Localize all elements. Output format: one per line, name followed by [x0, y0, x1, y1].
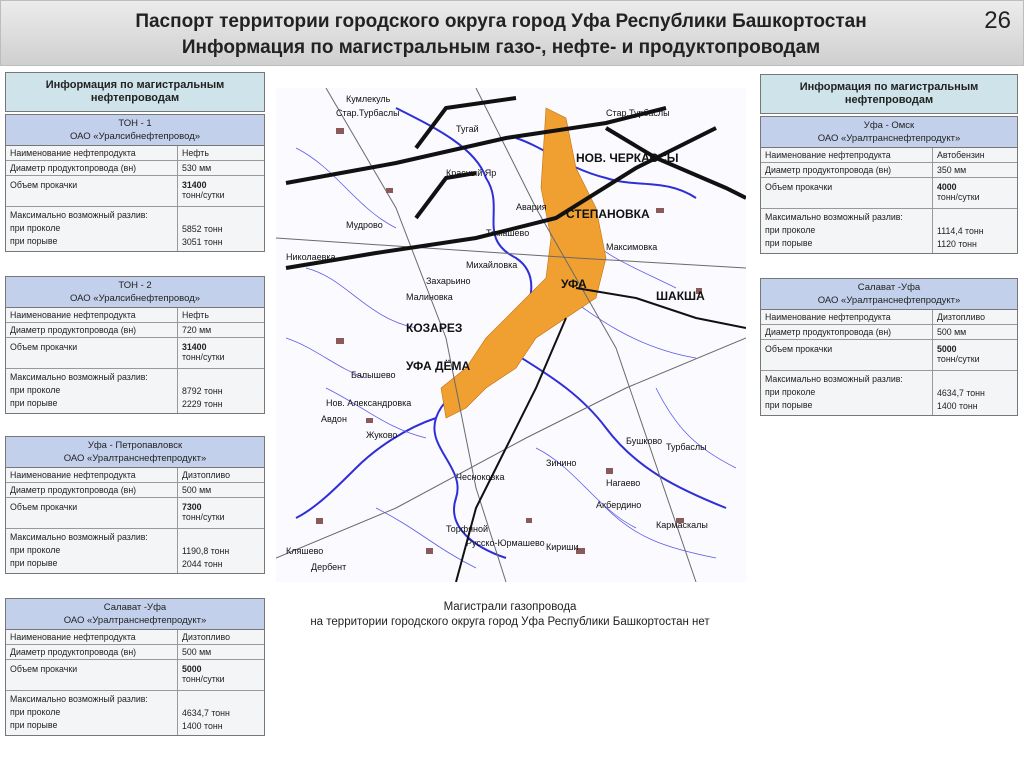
pipeline-operator: ОАО «Уралтранснефтепродукт» — [817, 295, 961, 306]
spill-values — [178, 529, 264, 573]
volume-unit: тонн/сутки — [937, 192, 980, 202]
spill-values — [933, 209, 1017, 253]
map-place-label: Нагаево — [606, 478, 641, 488]
volume-row — [6, 660, 264, 691]
volume-label: Объем прокачки — [761, 340, 933, 370]
product-row — [761, 148, 1017, 163]
spill-rupture: 2229 тонн — [182, 399, 223, 409]
volume-label: Объем прокачки — [6, 498, 178, 528]
diameter-label: Диаметр продуктопровода (вн) — [6, 483, 178, 497]
pipeline-name-block — [761, 117, 1017, 148]
pipeline-operator: ОАО «Уралтранснефтепродукт» — [63, 453, 207, 464]
spill-puncture: 4634,7 тонн — [182, 708, 230, 718]
spill-row — [6, 691, 264, 735]
map-place-label: НОВ. ЧЕРКАССЫ — [576, 151, 679, 165]
pipeline-card — [760, 116, 1018, 254]
spill-row — [761, 371, 1017, 415]
volume-number: 31400 — [182, 180, 207, 190]
spill-puncture: 1114,4 тонн — [937, 226, 984, 236]
product-row — [6, 308, 264, 323]
diameter-row — [761, 163, 1017, 178]
diameter-row — [6, 483, 264, 498]
volume-unit: тонн/сутки — [182, 190, 225, 200]
volume-row — [761, 178, 1017, 209]
volume-row — [6, 498, 264, 529]
product-row — [6, 630, 264, 645]
spill-label: Максимально возможный разлив: при проколе при порыве — [6, 691, 178, 735]
diameter-value: 500 мм — [182, 647, 212, 657]
volume-number: 5000 — [182, 664, 202, 674]
left-heading: Информация по магистральным нефтепроводам — [6, 73, 264, 111]
spill-row — [6, 529, 264, 573]
volume-label: Объем прокачки — [761, 178, 933, 208]
spill-row — [6, 207, 264, 251]
product-row — [761, 310, 1017, 325]
product-value: Нефть — [182, 310, 209, 320]
map-place-label: ШАКША — [656, 289, 705, 303]
map-place-label: Нов. Александровка — [326, 398, 412, 408]
product-label: Наименование нефтепродукта — [761, 148, 933, 162]
right-heading: Информация по магистральным нефтепроводам — [761, 75, 1017, 113]
pipeline-name-block — [6, 437, 264, 468]
map-place-label: Стар.Турбаслы — [606, 108, 670, 118]
map-place-label: Чесноковка — [456, 472, 505, 482]
map-place-label: Зинино — [546, 458, 577, 468]
spill-rupture: 1400 тонн — [937, 401, 978, 411]
volume-value — [178, 498, 264, 528]
pipeline-operator: ОАО «Уралсибнефтепровод» — [69, 293, 201, 304]
diameter-row — [6, 323, 264, 338]
product-value: Дизтопливо — [937, 312, 986, 322]
pipeline-name: Уфа - Омск — [863, 120, 915, 131]
map-place-label: Акбердино — [596, 500, 642, 510]
spill-label: Максимально возможный разлив: при проколе при порыве — [761, 371, 933, 415]
volume-row — [6, 338, 264, 369]
pipeline-card — [5, 436, 265, 574]
pipeline-name-block — [6, 599, 264, 630]
pipeline-card — [5, 276, 265, 414]
map-place-label: Кириши — [546, 542, 579, 552]
pipeline-card — [5, 114, 265, 252]
volume-number: 7300 — [182, 502, 202, 512]
slide-header — [0, 0, 1024, 66]
map-place-label: Кумлекуль — [346, 94, 391, 104]
pipeline-name: ТОН - 1 — [118, 118, 152, 129]
map-place-label: Кляшево — [286, 546, 324, 556]
product-value: Дизтопливо — [182, 632, 231, 642]
pipeline-operator: ОАО «Уралтранснефтепродукт» — [63, 615, 207, 626]
volume-unit: тонн/сутки — [937, 354, 980, 364]
left-heading-card — [5, 72, 265, 112]
pipeline-name: Уфа - Петропавловск — [87, 440, 183, 451]
product-value: Нефть — [182, 148, 209, 158]
page-number: 26 — [984, 7, 1011, 34]
spill-rupture: 1120 тонн — [937, 239, 977, 249]
volume-value — [933, 178, 1017, 208]
diameter-value: 350 мм — [937, 165, 967, 175]
volume-label: Объем прокачки — [6, 660, 178, 690]
product-label: Наименование нефтепродукта — [761, 310, 933, 324]
diameter-value: 500 мм — [937, 327, 967, 337]
map-place-label: Тугай — [456, 124, 479, 134]
right-heading-card — [760, 74, 1018, 114]
volume-row — [6, 176, 264, 207]
map-place-label: Захарьино — [426, 276, 471, 286]
map-place-label: СТЕПАНОВКА — [566, 207, 650, 221]
volume-number: 5000 — [937, 344, 957, 354]
spill-rupture: 1400 тонн — [182, 721, 223, 731]
map-place-label: КОЗАРЕЗ — [406, 321, 463, 335]
spill-values — [178, 207, 264, 251]
map-place-label: Дербент — [311, 562, 347, 572]
map-place-label: Малиновка — [406, 292, 453, 302]
caption-line-1: Магистрали газопровода — [443, 601, 577, 613]
spill-puncture: 8792 тонн — [182, 386, 223, 396]
product-label: Наименование нефтепродукта — [6, 308, 178, 322]
product-value: Автобензин — [937, 150, 985, 160]
diameter-value: 530 мм — [182, 163, 212, 173]
spill-label: Максимально возможный разлив: при проколе при порыве — [6, 529, 178, 573]
map-place-label: Турбаслы — [666, 442, 707, 452]
spill-label: Максимально возможный разлив: при проколе при порыве — [6, 369, 178, 413]
diameter-row — [6, 645, 264, 660]
spill-values — [933, 371, 1017, 415]
caption-line-2: на территории городского округа город Уфа Республики Башкортостан нет — [310, 616, 710, 628]
map-place-label: Максимовка — [606, 242, 658, 252]
spill-values — [178, 369, 264, 413]
product-value: Дизтопливо — [182, 470, 231, 480]
map-place-label: Кармаскалы — [656, 520, 708, 530]
pipeline-operator: ОАО «Уралсибнефтепровод» — [69, 131, 201, 142]
pipeline-operator: ОАО «Уралтранснефтепродукт» — [817, 133, 961, 144]
pipeline-name: Салават -Уфа — [103, 602, 167, 613]
volume-value — [178, 176, 264, 206]
product-label: Наименование нефтепродукта — [6, 630, 178, 644]
product-label: Наименование нефтепродукта — [6, 468, 178, 482]
volume-label: Объем прокачки — [6, 338, 178, 368]
spill-puncture: 5852 тонн — [182, 224, 223, 234]
pipeline-name: ТОН - 2 — [118, 280, 152, 291]
volume-unit: тонн/сутки — [182, 674, 225, 684]
diameter-label: Диаметр продуктопровода (вн) — [761, 163, 933, 177]
diameter-row — [761, 325, 1017, 340]
map-place-label: Балышево — [351, 370, 396, 380]
gas-pipeline-caption — [230, 600, 790, 630]
diameter-value: 500 мм — [182, 485, 212, 495]
map-place-label: Красный Яр — [446, 168, 497, 178]
map-place-label: Мудрово — [346, 220, 383, 230]
slide-title: Паспорт территории городского округа город Уфа Республики Башкортостан — [135, 11, 867, 32]
map-place-label: Торфяной — [446, 524, 488, 534]
diameter-label: Диаметр продуктопровода (вн) — [6, 645, 178, 659]
map-place-label: Русско-Юрмашево — [466, 538, 545, 548]
pipeline-name-block — [6, 277, 264, 308]
pipeline-card — [760, 278, 1018, 416]
spill-values — [178, 691, 264, 735]
map-place-label: УФА ДЁМА — [406, 359, 471, 373]
volume-value — [178, 660, 264, 690]
spill-row — [6, 369, 264, 413]
map-place-label: Бушково — [626, 436, 663, 446]
map-place-label: Жуково — [366, 430, 398, 440]
volume-row — [761, 340, 1017, 371]
volume-unit: тонн/сутки — [182, 352, 225, 362]
diameter-value: 720 мм — [182, 325, 212, 335]
spill-puncture: 4634,7 тонн — [937, 388, 985, 398]
volume-label: Объем прокачки — [6, 176, 178, 206]
pipeline-map — [276, 88, 746, 582]
spill-label: Максимально возможный разлив: при проколе при порыве — [6, 207, 178, 251]
pipeline-name-block — [761, 279, 1017, 310]
spill-rupture: 3051 тонн — [182, 237, 223, 247]
pipeline-name-block — [6, 115, 264, 146]
map-place-label: УФА — [561, 277, 587, 291]
product-row — [6, 146, 264, 161]
map-place-label: Стар.Турбаслы — [336, 108, 400, 118]
pipeline-card — [5, 598, 265, 736]
volume-value — [933, 340, 1017, 370]
diameter-label: Диаметр продуктопровода (вн) — [6, 161, 178, 175]
spill-puncture: 1190,8 тонн — [182, 546, 230, 556]
diameter-label: Диаметр продуктопровода (вн) — [6, 323, 178, 337]
product-row — [6, 468, 264, 483]
map-place-label: Авдон — [321, 414, 347, 424]
map-place-label: Тимашево — [486, 228, 530, 238]
slide-subtitle: Информация по магистральным газо-, нефте- и продуктопроводам — [181, 37, 821, 58]
map-place-label: Николаевка — [286, 252, 336, 262]
volume-number: 31400 — [182, 342, 207, 352]
volume-unit: тонн/сутки — [182, 512, 225, 522]
diameter-label: Диаметр продуктопровода (вн) — [761, 325, 933, 339]
spill-label: Максимально возможный разлив: при проколе при порыве — [761, 209, 933, 253]
spill-row — [761, 209, 1017, 253]
product-label: Наименование нефтепродукта — [6, 146, 178, 160]
spill-rupture: 2044 тонн — [182, 559, 223, 569]
map-place-label: Михайловка — [466, 260, 518, 270]
pipeline-name: Салават -Уфа — [857, 282, 921, 293]
volume-value — [178, 338, 264, 368]
map-place-label: Авария — [516, 202, 547, 212]
diameter-row — [6, 161, 264, 176]
volume-number: 4000 — [937, 182, 957, 192]
